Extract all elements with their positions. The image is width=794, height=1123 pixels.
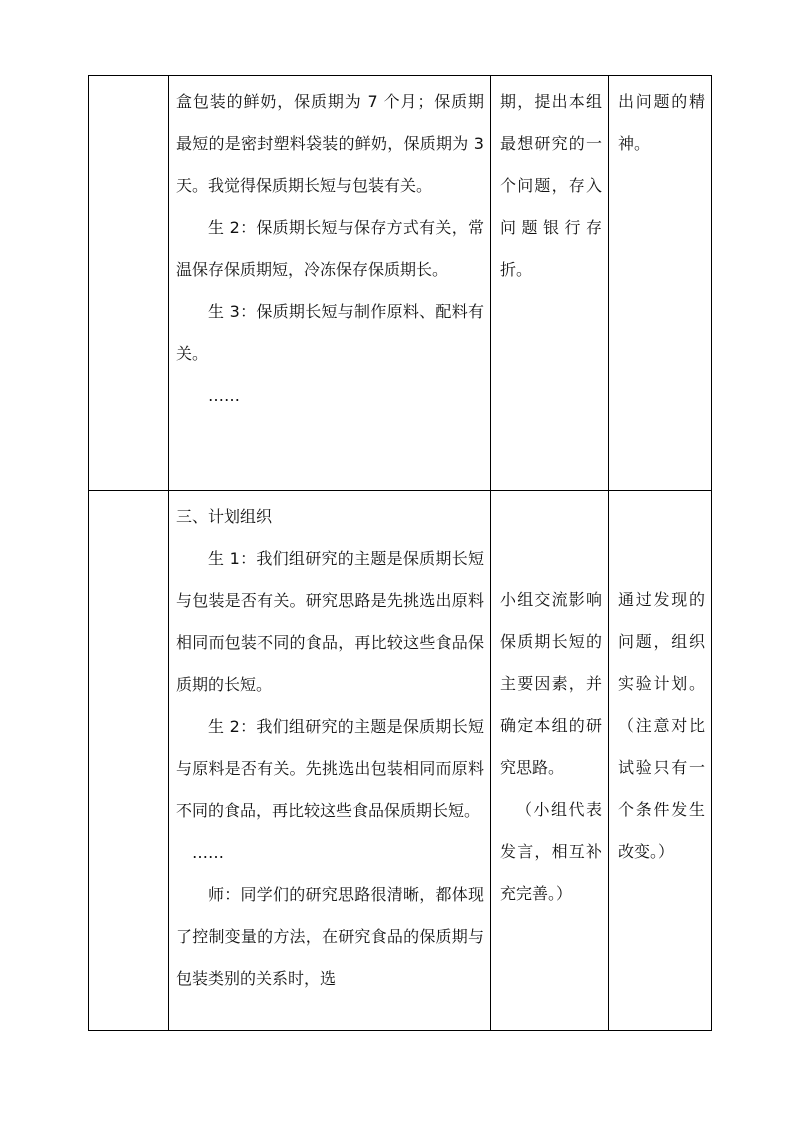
section-heading: 三、计划组织 [176, 507, 273, 526]
student-activity-cell [491, 491, 609, 1031]
stage-cell [89, 491, 169, 1031]
paragraph: 期，提出本组最想研究的一个问题，存入问题银行存折。 [500, 92, 602, 279]
content-cell [169, 491, 491, 1031]
content-cell [169, 76, 491, 491]
paragraph: （小组代表发言，相互补充完善。） [500, 800, 602, 903]
paragraph: 生 2：保质期长短与保存方式有关，常温保存保质期短，冷冻保存保质期长。 [176, 218, 484, 279]
paragraph: 师：同学们的研究思路很清晰，都体现了控制变量的方法，在研究食品的保质期与包装类别的关系时，选 [176, 885, 484, 988]
paragraph: 通过发现的问题，组织实验计划。（注意对比试验只有一个条件发生改变。） [618, 590, 705, 861]
student-activity-cell [491, 76, 609, 491]
ellipsis: …… [192, 843, 224, 862]
paragraph: 出问题的精神。 [618, 92, 705, 153]
design-intent-cell [609, 491, 712, 1031]
stage-cell [89, 76, 169, 491]
lesson-plan-table [88, 75, 712, 1031]
paragraph: 生 2：我们组研究的主题是保质期长短与原料是否有关。先挑选出包装相同而原料不同的食品，再比较这些食品保质期长短。 [176, 717, 484, 820]
paragraph: 生 1：我们组研究的主题是保质期长短与包装是否有关。研究思路是先挑选出原料相同而包装不同的食品，再比较这些食品保质期的长短。 [176, 549, 484, 694]
table-row [89, 491, 712, 1031]
paragraph: 盒包装的鲜奶，保质期为 7 个月；保质期最短的是密封塑料袋装的鲜奶，保质期为 3 天。我觉得保质期长短与包装有关。 [176, 92, 484, 195]
paragraph: 生 3：保质期长短与制作原料、配料有关。 [176, 302, 484, 363]
paragraph: 小组交流影响保质期长短的主要因素，并确定本组的研究思路。 [500, 590, 602, 777]
ellipsis: …… [208, 386, 240, 405]
table-row [89, 76, 712, 491]
design-intent-cell [609, 76, 712, 491]
